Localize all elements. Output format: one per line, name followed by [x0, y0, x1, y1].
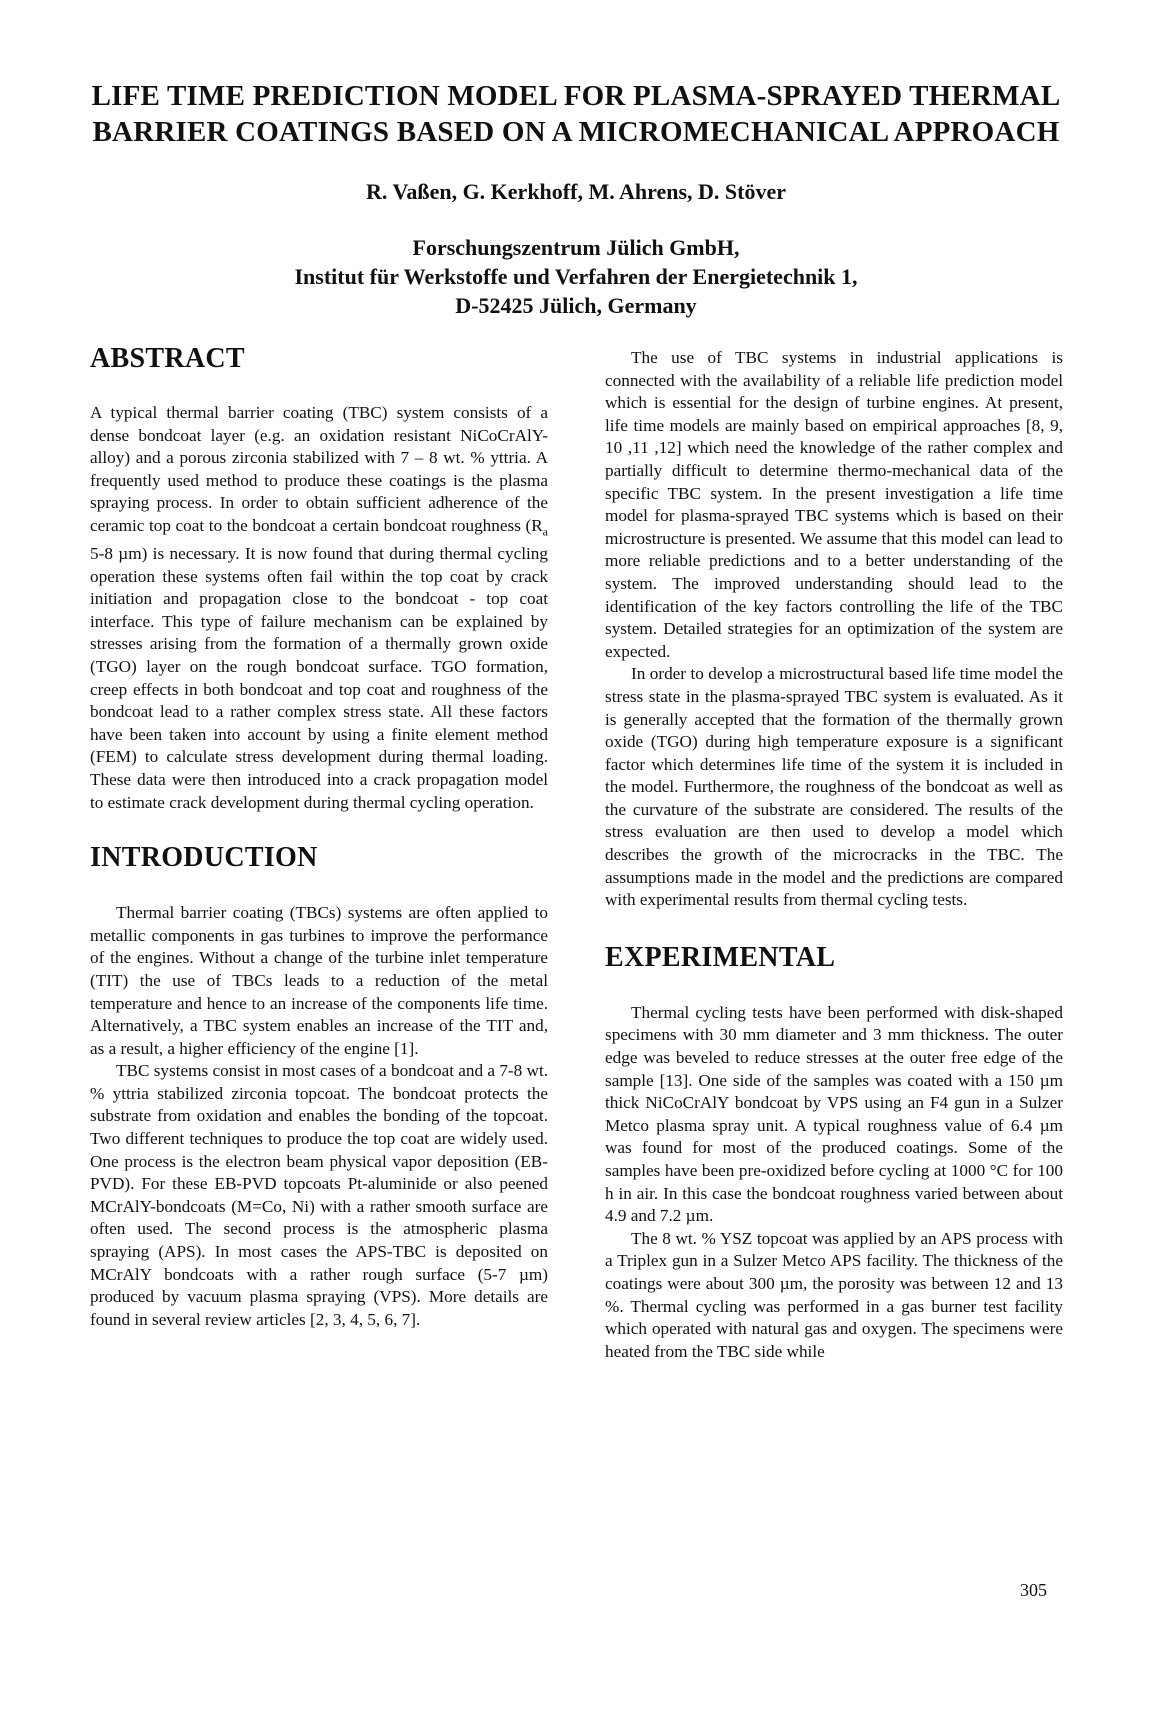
- affiliation: [0, 233, 1152, 320]
- page-number: 305: [1020, 1580, 1047, 1600]
- experimental-paragraph-1: Thermal cycling tests have been performed with disk-shaped specimens with 30 mm diameter and 3 mm thickness. The outer edge was beveled to reduce stresses at the outer free edge of the sample [13]. One side of the samples was coated with a 150 µm thick NiCoCrAlY bondcoat by VPS using an F4 gun in a Sulzer Metco plasma spray unit. A typical roughness value of 6.4 µm was found for most of the produced coatings. Some of the samples have been pre-oxidized before cycling at 1000 °C for 100 h in air. In this case the bondcoat roughness varied between about 4.9 and 7.2 µm.: [605, 1002, 1063, 1226]
- experimental-paragraph-2: The 8 wt. % YSZ topcoat was applied by an APS process with a Triplex gun in a Sulzer Metco APS facility. The thickness of the coatings were about 300 µm, the porosity was between 12 and 13 %. Thermal cycling was performed in a gas burner test facility which operated with natural gas and oxygen. The specimens were heated from the TBC side while: [605, 1228, 1063, 1361]
- affiliation-line-2: Institut für Werkstoffe und Verfahren der Energietechnik 1,: [294, 264, 858, 289]
- right-column: [605, 347, 1063, 1363]
- abstract-paragraph: [90, 402, 548, 814]
- title-line-1: LIFE TIME PREDICTION MODEL FOR PLASMA-SPRAYED THERMAL: [91, 80, 1061, 112]
- experimental-heading: EXPERIMENTAL: [605, 941, 836, 973]
- authors: R. Vaßen, G. Kerkhoff, M. Ahrens, D. Stöver: [365, 179, 787, 204]
- affiliation-line-3: D-52425 Jülich, Germany: [455, 293, 697, 318]
- right-paragraph-1: The use of TBC systems in industrial applications is connected with the availability of a reliable life prediction model which is essential for the design of turbine engines. At present, life time models are mainly based on empirical approaches [8, 9, 10 ,11 ,12] which need the knowledge of the rather complex and partially difficult to determine thermo-mechanical data of the specific TBC system. In the present investigation a life time model for plasma-sprayed TBC systems which is based on their microstructure is presented. We assume that this model can lead to more reliable predictions and to a better understanding of the system. The improved understanding should lead to the identification of the key factors controlling the life of the TBC system. Detailed strategies for an optimization of the system are expected.: [605, 348, 1063, 661]
- abstract-text-part-1: A typical thermal barrier coating (TBC) system consists of a dense bondcoat layer (e.g. an oxidation resistant NiCoCrAlY-alloy) and a porous zirconia stabilized with 7 – 8 wt. % yttria. A frequently used method to produce these coatings is the plasma spraying process. In order to obtain sufficient adherence of the ceramic top coat to the bondcoat a certain bondcoat roughness (R: [90, 403, 548, 535]
- abstract-subscript: a: [542, 524, 548, 539]
- intro-paragraph-2: TBC systems consist in most cases of a bondcoat and a 7-8 wt. % yttria stabilized zirconia topcoat. The bondcoat protects the substrate from oxidation and enables the bonding of the topcoat. Two different techniques to produce the top coat are widely used. One process is the electron beam physical vapor deposition (EB-PVD). For these EB-PVD topcoats Pt-aluminide or also peened MCrAlY-bondcoats (M=Co, Ni) with a rather smooth surface are often used. The second process is the atmospheric plasma spraying (APS). In most cases the APS-TBC is deposited on MCrAlY bondcoats with a rather rough surface (5-7 µm) produced by vacuum plasma spraying (VPS). More details are found in several review articles [2, 3, 4, 5, 6, 7].: [90, 1061, 549, 1329]
- introduction-heading: INTRODUCTION: [90, 842, 318, 874]
- intro-paragraph-1: Thermal barrier coating (TBCs) systems are often applied to metallic components in gas turbines to improve the performance of the engines. Without a change of the turbine inlet temperature (TIT) the use of TBCs leads to a reduction of the metal temperature and hence to an increase of the components life time. Alternatively, a TBC system enables an increase of the TIT and, as a result, a higher efficiency of the engine [1].: [90, 903, 548, 1058]
- right-paragraph-2: In order to develop a microstructural based life time model the stress state in the plasma-sprayed TBC system is evaluated. As it is generally accepted that the formation of the thermally grown oxide (TGO) during high temperature exposure is a significant factor which determines life time of the system it is included in the model. Furthermore, the roughness of the bondcoat as well as the curvature of the substrate are considered. The results of the stress evaluation are then used to develop a model which describes the growth of the microcracks in the TBC. The assumptions made in the model and the predictions are compared with experimental results from thermal cycling tests.: [605, 664, 1063, 910]
- abstract-heading: ABSTRACT: [90, 343, 245, 374]
- abstract-text-part-2: 5-8 µm) is necessary. It is now found that during thermal cycling operation these systems often fail within the top coat by crack initiation and propagation close to the bondcoat - top coat interface. This type of failure mechanism can be explained by stresses arising from the formation of a thermally grown oxide (TGO) layer on the rough bondcoat surface. TGO formation, creep effects in both bondcoat and top coat and roughness of the bondcoat lead to a rather complex stress state. All these factors have been taken into account by using a finite element method (FEM) to calculate stress development during thermal loading. These data were then introduced into a crack propagation model to estimate crack development during thermal cycling operation.: [90, 544, 548, 812]
- paper-title: [60, 78, 1092, 150]
- affiliation-line-1: Forschungszentrum Jülich GmbH,: [412, 235, 740, 260]
- title-line-2: BARRIER COATINGS BASED ON A MICROMECHANICAL APPROACH: [92, 116, 1060, 148]
- left-column: [90, 343, 548, 1331]
